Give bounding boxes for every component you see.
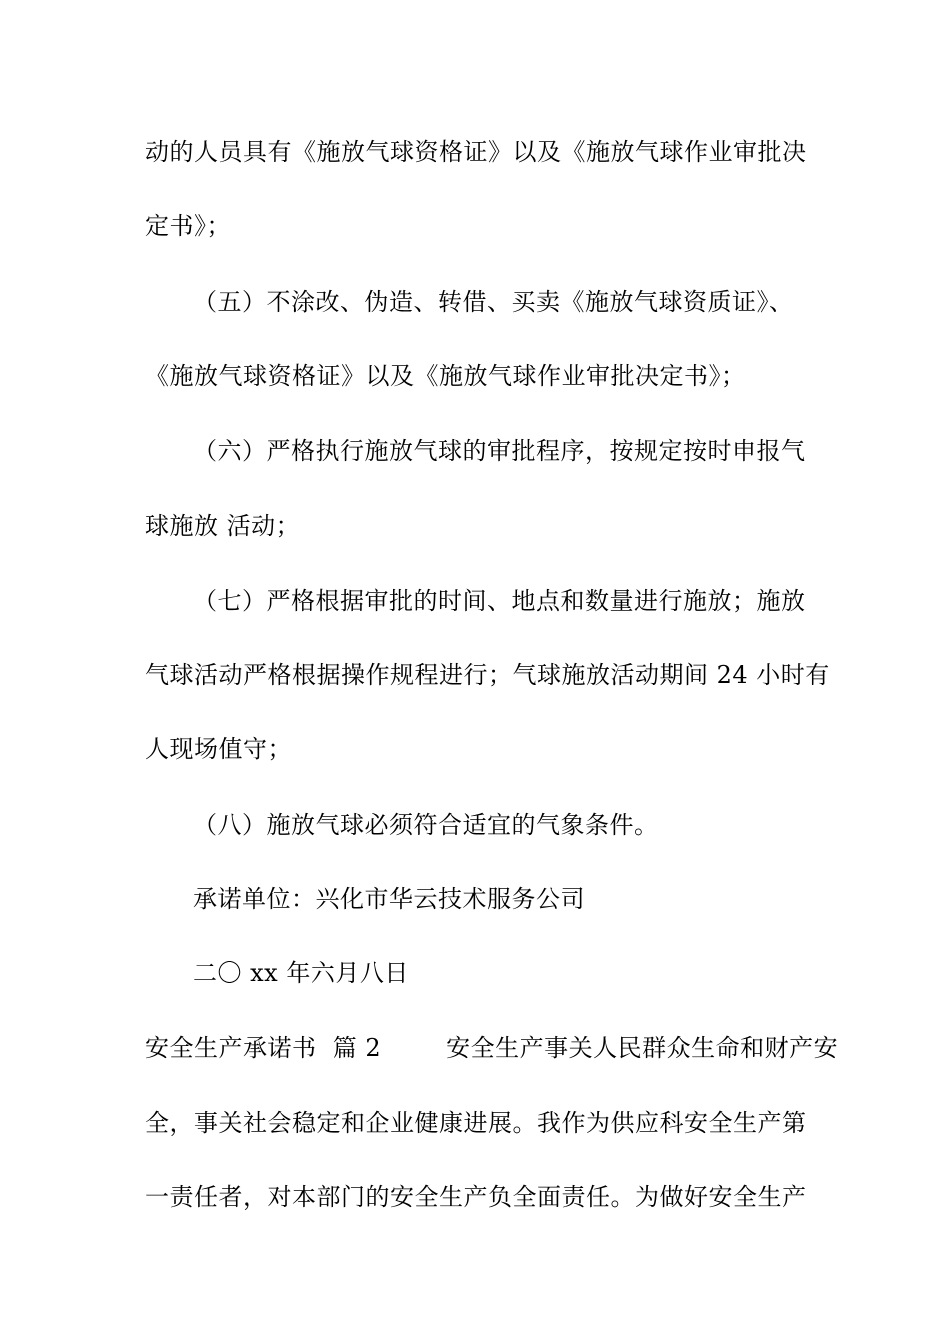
text-line: 人现场值守； [145, 735, 292, 763]
pledging-unit: 承诺单位：兴化市华云技术服务公司 [193, 885, 585, 913]
section-heading-line: 安全生产承诺书 篇 2 安全生产事关人民群众生命和财产安 [145, 1034, 839, 1062]
clause-eight: （八）施放气球必须符合适宜的气象条件。 [193, 811, 659, 839]
text-line: 全，事关社会稳定和企业健康进展。我作为供应科安全生产第 [145, 1109, 807, 1137]
text-line: 定书》； [145, 212, 231, 240]
clause-six: （六）严格执行施放气球的审批程序，按规定按时申报气 [193, 437, 806, 465]
text-line: 《施放气球资格证》以及《施放气球作业审批决定书》； [145, 362, 746, 390]
text-line: 动的人员具有《施放气球资格证》以及《施放气球作业审批决 [145, 138, 807, 166]
date-line: 二〇 xx 年六月八日 [193, 959, 409, 987]
clause-seven: （七）严格根据审批的时间、地点和数量进行施放；施放 [193, 587, 806, 615]
text-line: 球施放 活动； [145, 512, 301, 540]
clause-five: （五）不涂改、伪造、转借、买卖《施放气球资质证》、 [193, 288, 794, 316]
text-line: 一责任者，对本部门的安全生产负全面责任。为做好安全生产 [145, 1183, 807, 1211]
text-line: 气球活动严格根据操作规程进行；气球施放活动期间 24 小时有 [145, 661, 830, 689]
